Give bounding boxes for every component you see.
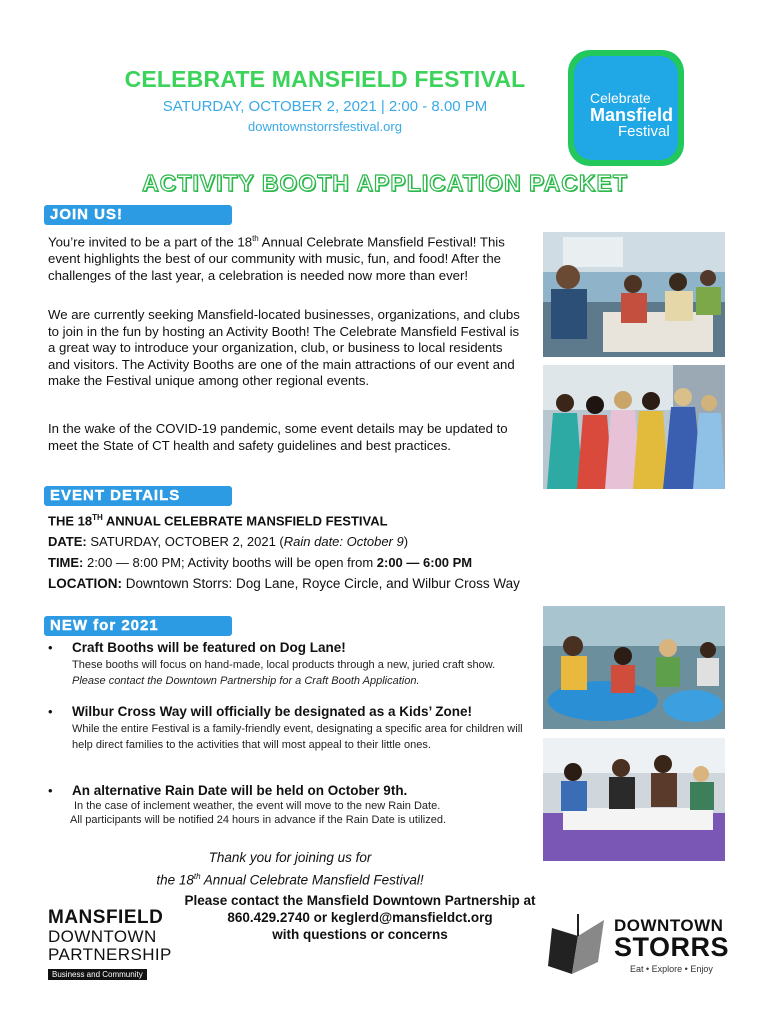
storrs-tagline: Eat • Explore • Enjoy <box>630 964 713 974</box>
event-title <box>48 513 388 528</box>
join-paragraph-3: In the wake of the COVID-19 pandemic, some event details may be updated to meet the State of CT health and safety guidelines and best practices. <box>48 421 508 453</box>
event-location-label: LOCATION: <box>48 576 122 591</box>
bullet-heading: Craft Booths will be featured on Dog Lane! <box>72 640 346 655</box>
activity-booth-photo <box>543 232 725 357</box>
join-p1-sup: th <box>252 234 259 243</box>
storrs-line2: STORRS <box>614 932 730 962</box>
celebrate-mansfield-logo <box>568 50 684 166</box>
storrs-line1: DOWNTOWN <box>614 916 724 935</box>
bullet-body-2: All participants will be notified 24 hours in advance if the Rain Date is utilized. <box>70 814 447 826</box>
event-time <box>48 555 472 570</box>
join-section-header <box>44 205 232 225</box>
flag-icon <box>548 914 608 984</box>
kids-zone-photo <box>543 606 725 729</box>
event-section-header <box>44 486 232 506</box>
thank-you-line2-b: Annual Celebrate Mansfield Festival! <box>200 872 424 888</box>
event-date-value: SATURDAY, OCTOBER 2, 2021 ( <box>86 534 284 549</box>
event-time-label: TIME: <box>48 555 84 570</box>
bullet-body: While the entire Festival is a family-friendly event, designating a specific area for children will help direct families to the activities that will most appeal to their little ones. <box>72 723 523 751</box>
mdp-tagline: Business and Community <box>48 969 147 980</box>
thank-you-line2 <box>140 867 440 890</box>
logo-line2: Mansfield <box>590 105 674 125</box>
bullet-dot: • <box>48 783 53 798</box>
thank-you-line2-a: the 18 <box>156 872 194 888</box>
join-section-label: JOIN US! <box>50 206 124 223</box>
festival-url[interactable]: downtownstorrsfestival.org <box>248 119 402 134</box>
event-title-sup: TH <box>92 513 103 522</box>
contact-line1: Please contact the Mansfield Downtown Partnership at <box>184 893 536 908</box>
thank-you-sup: th <box>193 872 201 881</box>
new-section-label: NEW for 2021 <box>50 617 159 634</box>
logo-line3: Festival <box>618 123 670 140</box>
thank-you-note <box>140 848 440 890</box>
mdp-line1: MANSFIELD <box>48 907 164 928</box>
thank-you-line1: Thank you for joining us for <box>208 850 372 865</box>
activity-tables-photo <box>543 738 725 861</box>
event-date <box>48 534 408 549</box>
join-paragraph-2: We are currently seeking Mansfield-located businesses, organizations, and clubs to join in the fun by hosting an Activity Booth! The Celebrate Mansfield Festival is a great way to introduce your organization, club, or business to local residents and visitors. The Activity Booths are one of the main attractions of our event and make the Festival unique among other regional events. <box>48 307 520 389</box>
event-time-value: 2:00 — 8:00 PM; Activity booths will be open from <box>83 555 377 570</box>
mdp-line2: DOWNTOWN <box>48 927 157 946</box>
event-location <box>48 576 520 591</box>
bullet-body-italic: Please contact the Downtown Partnership for a Craft Booth Application. <box>72 675 420 687</box>
new-bullet-3 <box>48 783 528 827</box>
logo-line1: Celebrate <box>590 90 651 106</box>
new-bullet-1 <box>48 640 528 689</box>
bullet-heading: Wilbur Cross Way will officially be designated as a Kids’ Zone! <box>72 704 472 719</box>
join-p1-text-a: You’re invited to be a part of the 18 <box>48 234 253 250</box>
bullet-dot: • <box>48 704 53 719</box>
bullet-body: In the case of inclement weather, the event will move to the new Rain Date. <box>74 800 441 812</box>
contact-block <box>150 892 570 943</box>
event-location-value: Downtown Storrs: Dog Lane, Royce Circle, and Wilbur Cross Way <box>122 576 520 591</box>
contact-line2[interactable]: 860.429.2740 or keglerd@mansfieldct.org <box>227 910 493 925</box>
event-time-booths: 2:00 — 6:00 PM <box>376 555 473 570</box>
bullet-body <box>72 657 528 689</box>
event-date-close: ) <box>403 534 409 549</box>
event-date-label: DATE: <box>48 534 87 549</box>
festival-date: SATURDAY, OCTOBER 2, 2021 | 2:00 - 8.00 PM <box>162 98 488 115</box>
mansfield-downtown-partnership-logo <box>48 907 172 982</box>
contact-line3: with questions or concerns <box>272 927 448 942</box>
bullet-heading: An alternative Rain Date will be held on October 9th. <box>72 783 408 798</box>
festival-title: CELEBRATE MANSFIELD FESTIVAL <box>124 66 526 92</box>
bullet-body-text: These booths will focus on hand-made, local products through a new, juried craft show. <box>72 659 496 671</box>
join-paragraph-1 <box>48 231 526 284</box>
princess-costumes-photo <box>543 365 725 489</box>
join-p1-text-b: Annual Celebrate Mansfield Festival! This event highlights the best of our community with music, fun, and food! After the challenges of the last year, a celebration is needed now more than ever! <box>48 234 505 283</box>
event-section-label: EVENT DETAILS <box>50 487 181 504</box>
packet-title: ACTIVITY BOOTH APPLICATION PACKET <box>142 170 628 196</box>
new-bullet-2 <box>48 704 528 753</box>
event-title-a: THE 18 <box>48 513 93 529</box>
mdp-line3: PARTNERSHIP <box>48 945 172 964</box>
bullet-dot: • <box>48 640 53 655</box>
event-title-b: ANNUAL CELEBRATE MANSFIELD FESTIVAL <box>102 513 388 529</box>
new-section-header <box>44 616 232 636</box>
event-rain-date: Rain date: October 9 <box>283 534 404 549</box>
